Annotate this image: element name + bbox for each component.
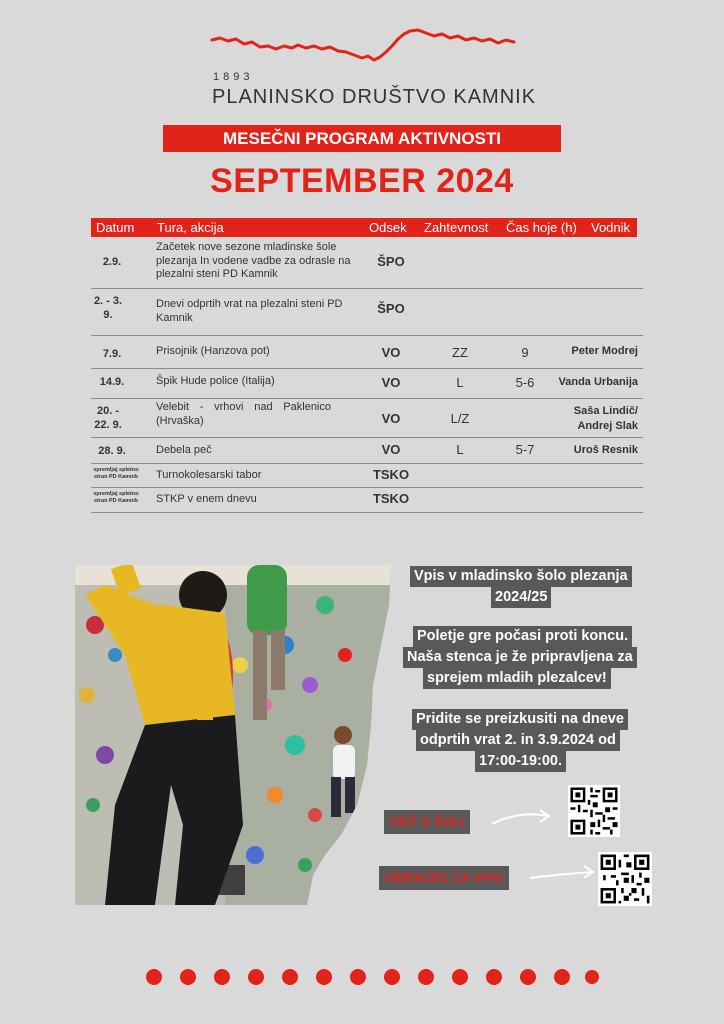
month-title: SEPTEMBER 2024 — [210, 162, 514, 200]
qr-code-school-icon[interactable] — [568, 785, 620, 837]
founding-year: 1893 — [213, 71, 254, 83]
row-zahtevnost: L — [456, 375, 464, 390]
col-zahtevnost: Zahtevnost — [424, 220, 489, 235]
table-row — [91, 289, 643, 336]
row-date: 28. 9. — [98, 445, 126, 457]
col-datum: Datum — [96, 220, 135, 235]
row-date: 7.9. — [102, 348, 122, 360]
application-form-link[interactable]: OBRAZEC ZA VPIS — [379, 866, 509, 890]
row-date: 2. - 3. 9. — [93, 295, 123, 321]
table-row — [91, 399, 643, 438]
qr-code-form-icon[interactable] — [598, 852, 652, 906]
arrow-right-icon — [528, 864, 598, 884]
table-row — [91, 336, 643, 369]
row-zahtevnost: L/Z — [450, 411, 470, 426]
table-header — [91, 218, 637, 237]
info-title-line1: Vpis v mladinsko šolo plezanja — [410, 566, 632, 587]
info-paragraph1-line1: Poletje gre počasi proti koncu. — [413, 626, 632, 647]
table-row — [91, 464, 643, 488]
row-vodnik: Uroš Resnik — [573, 444, 638, 456]
row-odsek: VO — [381, 442, 401, 457]
info-paragraph2-line3: 17:00-19:00. — [475, 751, 566, 772]
col-tura: Tura, akcija — [157, 220, 224, 235]
row-tour: Dnevi odprtih vrat na plezalni steni PD Kamnik — [156, 298, 343, 324]
table-row — [91, 369, 643, 399]
decorative-dots — [140, 966, 600, 988]
row-cas: 5-7 — [515, 442, 535, 457]
more-about-school-link[interactable]: VEČ O ŠOLI — [384, 810, 470, 834]
row-cas: 5-6 — [515, 375, 535, 390]
row-zahtevnost: ZZ — [452, 345, 468, 360]
row-odsek: ŠPO — [377, 254, 405, 269]
row-odsek: VO — [381, 345, 401, 360]
col-odsek: Odsek — [369, 220, 407, 235]
table-row — [91, 237, 643, 289]
col-vodnik: Vodnik — [591, 220, 631, 235]
table-row — [91, 488, 643, 513]
info-paragraph1-line2: Naša stenca je že pripravljena za — [403, 647, 637, 668]
row-tour: Prisojnik (Hanzova pot) — [156, 345, 270, 357]
row-odsek: VO — [381, 411, 401, 426]
organization-name: PLANINSKO DRUŠTVO KAMNIK — [212, 86, 537, 108]
row-tour: STKP v enem dnevu — [156, 493, 257, 505]
row-tour: Špik Hude police (Italija) — [156, 375, 275, 387]
climbing-wall-photo — [75, 565, 391, 905]
info-title-line2: 2024/25 — [491, 587, 551, 608]
logo-mountain-icon — [208, 22, 520, 74]
row-vodnik: Saša Lindič/ Andrej Slak — [573, 405, 638, 432]
table-row — [91, 438, 643, 464]
row-tour: Začetek nove sezone mladinske šole plezanja In vodene vadbe za odrasle na plezalni steni PD Kamnik — [156, 241, 351, 280]
row-date: 14.9. — [99, 376, 125, 388]
program-banner: MESEČNI PROGRAM AKTIVNOSTI — [163, 125, 561, 152]
row-odsek: ŠPO — [377, 301, 405, 316]
row-vodnik: Peter Modrej — [571, 345, 638, 357]
row-date: spremljaj spletno stran PD Kamnik — [93, 491, 139, 504]
info-paragraph2-line1: Pridite se preizkusiti na dneve — [412, 709, 628, 730]
col-cas: Čas hoje (h) — [506, 220, 577, 235]
row-date: 20. - 22. 9. — [94, 405, 122, 431]
row-odsek: TSKO — [372, 467, 410, 482]
row-odsek: TSKO — [372, 491, 410, 506]
row-cas: 9 — [521, 345, 529, 360]
row-date: spremljaj spletno stran PD Kamnik — [93, 467, 139, 480]
row-tour: Velebit - vrhovi nad Paklenico (Hrvaška) — [156, 401, 331, 427]
row-tour: Turnokolesarski tabor — [156, 469, 262, 481]
row-date: 2.9. — [102, 256, 122, 268]
row-vodnik: Vanda Urbanija — [558, 376, 638, 388]
row-zahtevnost: L — [456, 442, 464, 457]
row-odsek: VO — [381, 375, 401, 390]
info-paragraph1-line3: sprejem mladih plezalcev! — [423, 668, 611, 689]
info-paragraph2-line2: odprtih vrat 2. in 3.9.2024 od — [416, 730, 620, 751]
arrow-right-icon — [490, 804, 554, 830]
row-tour: Debela peč — [156, 444, 212, 456]
